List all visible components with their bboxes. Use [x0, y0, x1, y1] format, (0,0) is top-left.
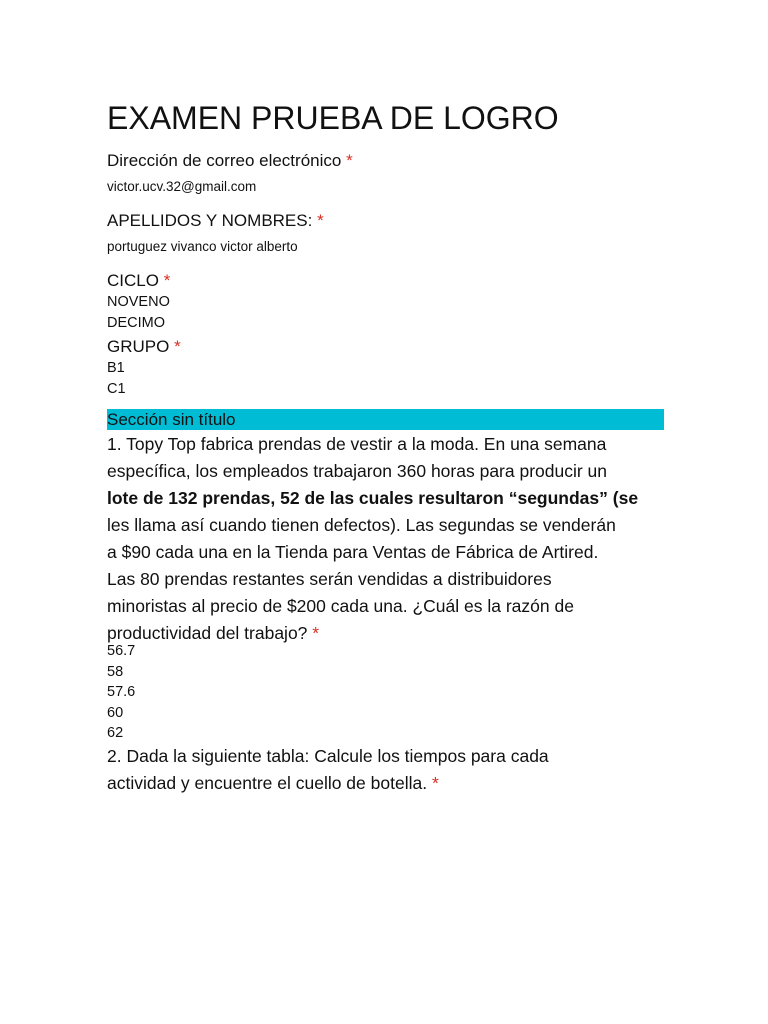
grupo-label-text: GRUPO: [107, 337, 170, 356]
ciclo-options: [107, 292, 170, 333]
required-marker: *: [346, 151, 353, 170]
answer-option[interactable]: 56.7: [107, 643, 136, 659]
question-1: [107, 431, 667, 647]
answer-option[interactable]: 58: [107, 663, 124, 680]
name-value: portuguez vivanco victor alberto: [107, 239, 298, 254]
answer-option[interactable]: 62: [107, 725, 124, 741]
required-marker: *: [431, 773, 439, 793]
question-1-options: [107, 641, 135, 744]
required-marker: *: [312, 623, 320, 643]
answer-option[interactable]: 60: [107, 704, 124, 721]
form-title: EXAMEN PRUEBA DE LOGRO: [107, 100, 559, 136]
name-label-text: APELLIDOS Y NOMBRES:: [107, 211, 313, 230]
question-2-line: actividad y encuentre el cuello de botella.: [107, 773, 428, 793]
question-1-line: productividad del trabajo?: [107, 623, 308, 643]
question-1-line: específica, los empleados trabajaron 360 horas para producir un: [107, 461, 608, 481]
ciclo-label: [107, 270, 170, 292]
question-2-last-line: [107, 770, 667, 797]
question-2-line: 2. Dada la siguiente tabla: Calcule los tiempos para cada: [107, 746, 549, 766]
email-label: [107, 150, 353, 172]
required-marker: *: [317, 211, 324, 230]
ciclo-label-text: CICLO: [107, 271, 159, 290]
required-marker: *: [163, 271, 171, 290]
question-1-line: lote de 132 prendas, 52 de las cuales resultaron “segundas” (se: [107, 488, 639, 508]
question-1-line: 1. Topy Top fabrica prendas de vestir a la moda. En una semana: [107, 434, 607, 454]
email-value: victor.ucv.32@gmail.com: [107, 179, 257, 194]
name-label: [107, 210, 324, 232]
grupo-label: [107, 336, 181, 358]
required-marker: *: [174, 337, 181, 356]
grupo-option[interactable]: B1: [107, 360, 125, 376]
question-1-line: Las 80 prendas restantes serán vendidas a distribuidores: [107, 569, 552, 589]
question-1-line: les llama así cuando tienen defectos). Las segundas se venderán: [107, 515, 616, 535]
grupo-options: [107, 358, 126, 399]
question-2: [107, 743, 667, 797]
question-1-line: a $90 cada una en la Tienda para Ventas de Fábrica de Artired.: [107, 542, 599, 562]
answer-option[interactable]: 57.6: [107, 684, 136, 700]
question-1-line: minoristas al precio de $200 cada una. ¿Cuál es la razón de: [107, 596, 574, 616]
section-header: Sección sin título: [107, 409, 664, 430]
ciclo-option[interactable]: DECIMO: [107, 314, 165, 331]
grupo-option[interactable]: C1: [107, 380, 126, 397]
question-1-last-line: [107, 620, 667, 647]
email-label-text: Dirección de correo electrónico: [107, 151, 342, 170]
ciclo-option[interactable]: NOVENO: [107, 294, 170, 310]
